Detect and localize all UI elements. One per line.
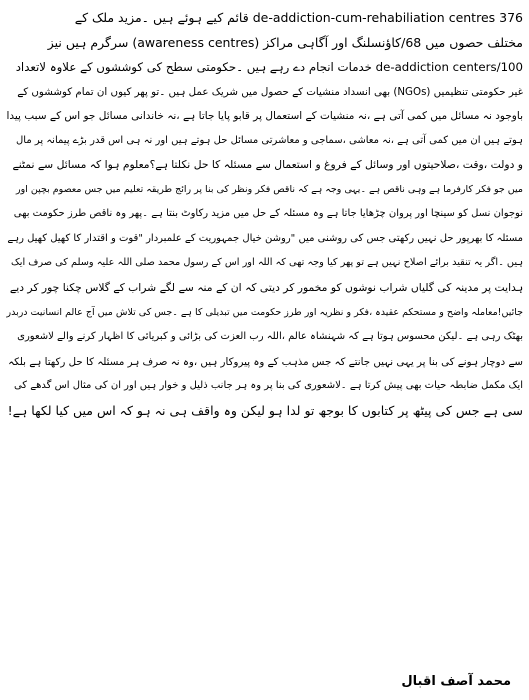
text-line: ‏غیر حکومتی تنظیمیں (NGOs) بھی انسداد منشیات کے حصول میں شریک عمل ہیں ۔تو پھر کیوں ان تمام کوششوں کے <box>17 85 523 98</box>
text-line: ‏باوجود نہ مسائل میں کمی آتی ہے ،نہ منشیات کے استعمال پر قابو پایا جاتا ہے ،نہ خاندانی مسائل جو اس کے سبب پیدا <box>6 110 523 123</box>
text-line: ‏ایک مکمل ضابطہ حیات بھی پیش کرتا ہے ۔لاشعوری کی بنا پر وہ ہر جانب ذلیل و خوار ہیں اور ان کی مثال اس گدھے کی <box>13 380 523 392</box>
text-line: ‏مختلف حصوں میں 68/کاؤنسلنگ اور آگاہی مراکز (awareness centres) سرگرم ہیں نیز <box>47 34 523 50</box>
text-line: ‏بھٹک رہی ہے ۔لیکن محسوس ہوتا ہے کہ شہنشاہ عالم ،اللہ رب العزت کی بڑائی و کبریائی کا اظہار کرنے والے لاشعوری <box>17 331 523 343</box>
text-line: ‏سی ہے جس کی پیٹھ پر کتابوں کا بوجھ تو لدا ہو لیکن وہ واقف ہی نہ ہو کہ اس میں کیا لکھا ہے! <box>7 402 523 418</box>
text-line: ‏مسئلہ کا بھرپور حل نہیں رکھتی جس کی روشنی میں "روشن خیال جمہوریت کے علمبردار "قوت و اقتدار کا کھیل کھیل رہے <box>7 232 523 244</box>
article-body <box>6 6 523 423</box>
text-line: ‏ہوتے ہیں ان میں کمی آتی ہے ،نہ معاشی ،سماجی و معاشرتی مسائل حل ہوتے ہیں اور نہ ہی اس قدر بڑے پیمانہ پر مال <box>16 134 523 146</box>
text-line: ‏سے دوچار ہونے کی بنا پر یہی نہیں جانتے کہ جس مذہب کے وہ پیروکار ہیں ،وہ نہ صرف ہر مسئلہ کا حل رکھتا ہے بلکہ <box>8 355 523 368</box>
text-line: ‏ہیں ۔اگر یہ تنقید برائے اصلاح نہیں ہے تو پھر کیا وجہ تھی کہ اللہ اور اس کے رسول محمد صلی اللہ علیہ وسلم کی صرف ایک <box>11 257 523 269</box>
text-line: ‏100/de-addiction centers خدمات انجام دے رہے ہیں ۔حکومتی سطح کی کوششوں کے علاوہ لاتعداد <box>15 60 523 75</box>
text-line: ‏میں جو فکر کارفرما ہے وہی ناقص ہے ۔یہی وجہ ہے کہ ناقص فکر ونظر کی بنا پر رائج طریقہ تعلیم میں جس معصوم بچپن اور <box>16 183 523 195</box>
text-line: ‏جائیں!معاملہ واضح و مستحکم عقیدہ ،فکر و نظریہ اور طرز حکومت میں تبدیلی کا ہے ۔جس کی تلاش میں آج عالم انسانیت دربدر <box>6 306 523 318</box>
author-signature: محمد آصف اقبال <box>401 674 511 689</box>
text-line: ‏376 de-addiction-cum-rehabiliation centres قائم کیے ہوئے ہیں ۔مزید ملک کے <box>74 10 523 25</box>
text-line: ‏و دولت ،وقت ،صلاحیتوں اور وسائل کے فروغ و استعمال سے مسئلہ کا حل نکلتا ہے؟معلوم ہوا کہ مسائل سے نمٹنے <box>12 158 523 172</box>
text-line: ‏ہدایت پر مدینہ کی گلیاں شراب نوشوں کو مخمور کر دیتی کہ ان کے منہ سے لگے شراب کے گلاس چکنا چور کر دیے <box>9 281 523 295</box>
text-line: ‏نوجوان نسل کو سینچا اور پروان چڑھایا جاتا ہے وہ مسئلہ کے حل میں مزید رکاوٹ بنتا ہے ۔پھر وہ ناقص طرز حکومت بھی <box>13 208 523 220</box>
